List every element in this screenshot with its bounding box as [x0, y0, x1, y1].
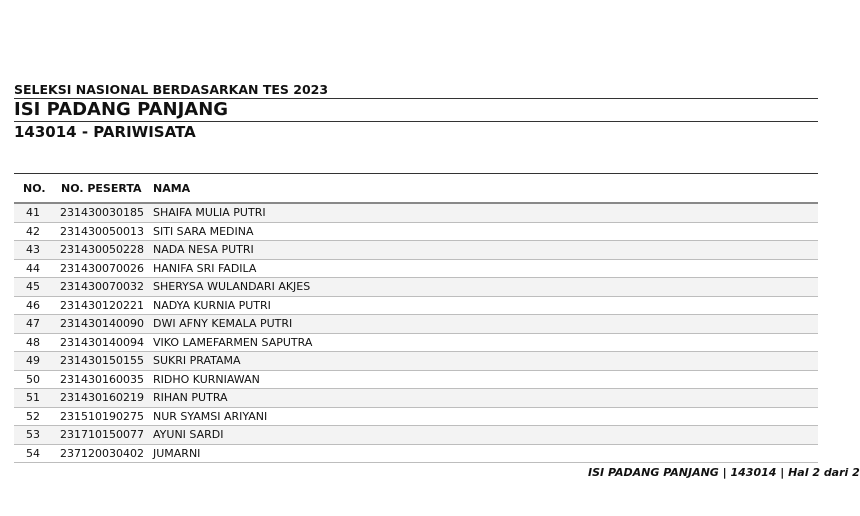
participant-name: HANIFA SRI FADILA — [153, 261, 257, 275]
participant-number: 231430120221 — [60, 298, 144, 312]
header-divider — [14, 121, 818, 122]
table-row — [14, 389, 818, 408]
participant-name: AYUNI SARDI — [153, 428, 224, 441]
participant-number: 231430030185 — [60, 206, 144, 219]
participant-name: SHAIFA MULIA PUTRI — [153, 206, 266, 219]
table-row — [14, 260, 818, 279]
row-number: 53 — [26, 428, 40, 441]
participant-name: DWI AFNY KEMALA PUTRI — [153, 317, 293, 330]
table-row — [14, 241, 818, 260]
participant-number: 231710150077 — [60, 428, 144, 441]
university-title: ISI PADANG PANJANG — [14, 99, 229, 120]
participant-number: 231430070026 — [60, 261, 144, 275]
participant-name: NUR SYAMSI ARIYANI — [153, 409, 268, 423]
participant-name: SITI SARA MEDINA — [153, 224, 254, 238]
participant-number: 231510190275 — [60, 409, 144, 423]
table-row — [14, 223, 818, 242]
exam-title: SELEKSI NASIONAL BERDASARKAN TES 2023 — [14, 82, 329, 97]
table-row — [14, 445, 818, 464]
program-title: 143014 - PARIWISATA — [14, 123, 196, 141]
participant-name: NADA NESA PUTRI — [153, 243, 254, 256]
row-number: 45 — [26, 280, 40, 293]
participant-number: 237120030402 — [60, 446, 144, 460]
participant-table — [14, 173, 818, 463]
participant-name: JUMARNI — [153, 446, 201, 460]
table-body — [14, 204, 818, 463]
table-row — [14, 278, 818, 297]
participant-number: 231430140090 — [60, 317, 144, 330]
table-row — [14, 315, 818, 334]
row-number: 54 — [26, 446, 40, 460]
row-number: 42 — [26, 224, 40, 238]
participant-number: 231430160219 — [60, 391, 144, 404]
column-header-peserta: NO. PESERTA — [61, 182, 142, 195]
participant-name: SHERYSA WULANDARI AKJES — [153, 280, 311, 293]
column-header-nama: NAMA — [153, 182, 191, 195]
participant-name: RIDHO KURNIAWAN — [153, 372, 260, 386]
table-row — [14, 297, 818, 316]
row-number: 52 — [26, 409, 40, 423]
table-row — [14, 352, 818, 371]
table-row — [14, 426, 818, 445]
participant-name: RIHAN PUTRA — [153, 391, 228, 404]
table-row — [14, 334, 818, 353]
page-footer: ISI PADANG PANJANG | 143014 | Hal 2 dari 2 — [588, 466, 860, 479]
row-number: 49 — [26, 354, 40, 367]
row-number: 41 — [26, 206, 40, 219]
participant-name: VIKO LAMEFARMEN SAPUTRA — [153, 335, 313, 349]
participant-number: 231430160035 — [60, 372, 144, 386]
row-number: 47 — [26, 317, 40, 330]
table-row — [14, 204, 818, 223]
column-header-no: NO. — [23, 182, 46, 195]
row-number: 48 — [26, 335, 40, 349]
participant-number: 231430070032 — [60, 280, 144, 293]
participant-number: 231430150155 — [60, 354, 144, 367]
table-header — [14, 173, 818, 204]
table-row — [14, 371, 818, 390]
row-number: 51 — [26, 391, 40, 404]
row-number: 46 — [26, 298, 40, 312]
participant-name: SUKRI PRATAMA — [153, 354, 241, 367]
table-row — [14, 408, 818, 427]
participant-name: NADYA KURNIA PUTRI — [153, 298, 271, 312]
participant-number: 231430140094 — [60, 335, 144, 349]
participant-number: 231430050013 — [60, 224, 144, 238]
row-number: 44 — [26, 261, 40, 275]
participant-number: 231430050228 — [60, 243, 144, 256]
row-number: 50 — [26, 372, 40, 386]
row-number: 43 — [26, 243, 40, 256]
